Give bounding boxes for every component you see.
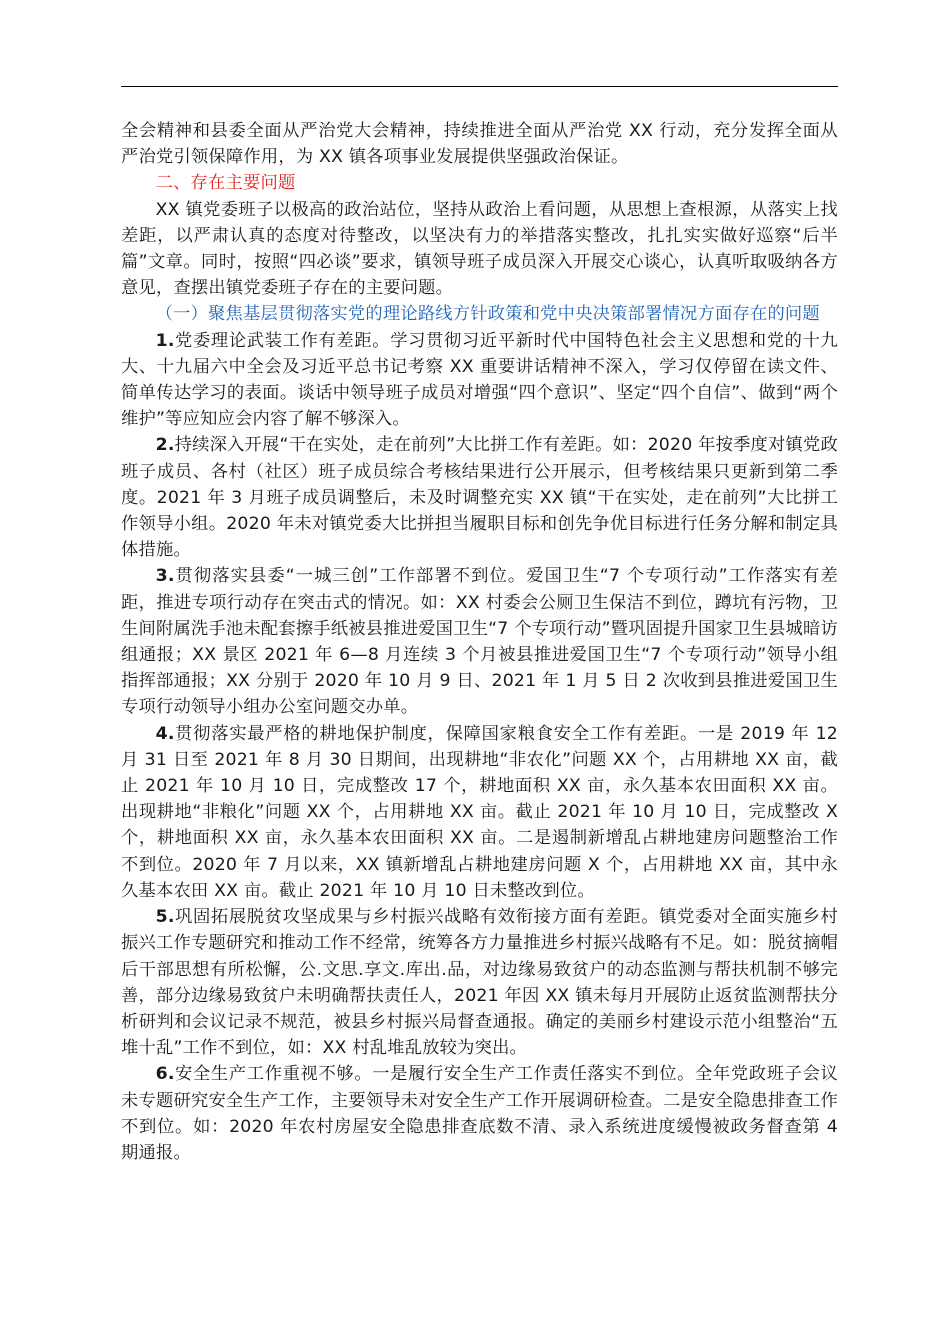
list-item <box>121 1061 838 1166</box>
item-number: 2. <box>155 435 175 456</box>
list-item <box>121 904 838 1061</box>
list-item <box>121 563 838 720</box>
list-item <box>121 432 838 563</box>
item-text: 巩固拓展脱贫攻坚成果与乡村振兴战略有效衔接方面有差距。镇党委对全面实施乡村振兴工作专题研究和推动工作不经常，统筹各方力量推进乡村振兴战略有不足。如：脱贫摘帽后干部思想有所松懈，公.文思.享文.库出.品，对边缘易致贫户的动态监测与帮扶机制不够完善，部分边缘易致贫户未明确帮扶责任人，2021 年因 XX 镇未每月开展防止返贫监测帮扶分析研判和会议记录不规范，被县乡村振兴局督查通报。确定的美丽乡村建设示范小组整治“五堆十乱”工作不到位，如：XX 村乱堆乱放较为突出。 <box>121 907 838 1059</box>
item-text: 持续深入开展“干在实处，走在前列”大比拼工作有差距。如：2020 年按季度对镇党政班子成员、各村（社区）班子成员综合考核结果进行公开展示，但考核结果只更新到第二季度。2021 年 3 月班子成员调整后，未及时调整充实 XX 镇“干在实处，走在前列”大比拼工作领导小组。2020 年未对镇党委大比拼担当履职目标和创先争优目标进行任务分解和制定具体措施。 <box>121 435 838 561</box>
item-text: 贯彻落实最严格的耕地保护制度，保障国家粮食安全工作有差距。一是 2019 年 12 月 31 日至 2021 年 8 月 30 日期间，出现耕地“非农化”问题 XX 个，占用耕地 XX 亩，截止 2021 年 10 月 10 日，完成整改 17 个，耕地面积 XX 亩，永久基本农田面积 XX 亩。出现耕地“非粮化”问题 XX 个，占用耕地 XX 亩。截止 2021 年 10 月 10 日，完成整改 X 个，耕地面积 XX 亩，永久基本农田面积 XX 亩。二是遏制新增乱占耕地建房问题整治工作不到位。2020 年 7 月以来，XX 镇新增乱占耕地建房问题 X 个，占用耕地 XX 亩，其中永久基本农田 XX 亩。截止 2021 年 10 月 10 日未整改到位。 <box>121 723 838 901</box>
item-number: 6. <box>155 1064 175 1085</box>
paragraph-continuation: 全会精神和县委全面从严治党大会精神，持续推进全面从严治党 XX 行动，充分发挥全面从严治党引领保障作用，为 XX 镇各项事业发展提供坚强政治保证。 <box>121 121 838 168</box>
list-item <box>121 721 838 904</box>
item-number: 1. <box>155 330 175 351</box>
item-text: 党委理论武装工作有差距。学习贯彻习近平新时代中国特色社会主义思想和党的十九大、十九届六中全会及习近平总书记考察 XX 重要讲话精神不深入，学习仅停留在读文件、简单传达学习的表面。谈话中领导班子成员对增强“四个意识”、坚定“四个自信”、做到“两个维护”等应知应会内容了解不够深入。 <box>121 330 838 430</box>
item-number: 3. <box>155 566 175 587</box>
section-heading: 二、存在主要问题 <box>155 173 296 194</box>
document-body <box>121 118 838 1166</box>
item-text: 贯彻落实县委“一城三创”工作部署不到位。爱国卫生“7 个专项行动”工作落实有差距，推进专项行动存在突击式的情况。如：XX 村委会公厕卫生保洁不到位，蹲坑有污物，卫生间附属洗手池未配套擦手纸被县推进爱国卫生“7 个专项行动”暨巩固提升国家卫生县城暗访组通报；XX 景区 2021 年 6—8 月连续 3 个月被县推进爱国卫生“7 个专项行动”领导小组指挥部通报；XX 分别于 2020 年 10 月 9 日、2021 年 1 月 5 日 2 次收到县推进爱国卫生专项行动领导小组办公室问题交办单。 <box>121 566 838 718</box>
subsection-heading: （一）聚焦基层贯彻落实党的理论路线方针政策和党中央决策部署情况方面存在的问题 <box>155 304 820 325</box>
list-item <box>121 328 838 433</box>
paragraph-intro: XX 镇党委班子以极高的政治站位，坚持从政治上看问题，从思想上查根源，从落实上找差距，以严肃认真的态度对待整改，以坚决有力的举措落实整改，扎扎实实做好巡察“后半篇”文章。同时，按照“四必谈”要求，镇领导班子成员深入开展交心谈心，认真听取吸纳各方意见，查摆出镇党委班子存在的主要问题。 <box>121 199 838 299</box>
header-rule <box>121 86 838 87</box>
item-number: 4. <box>155 723 175 744</box>
item-number: 5. <box>155 907 175 928</box>
item-text: 安全生产工作重视不够。一是履行安全生产工作责任落实不到位。全年党政班子会议未专题研究安全生产工作，主要领导未对安全生产工作开展调研检查。二是安全隐患排查工作不到位。如：2020 年农村房屋安全隐患排查底数不清、录入系统进度缓慢被政务督查第 4 期通报。 <box>121 1064 838 1163</box>
